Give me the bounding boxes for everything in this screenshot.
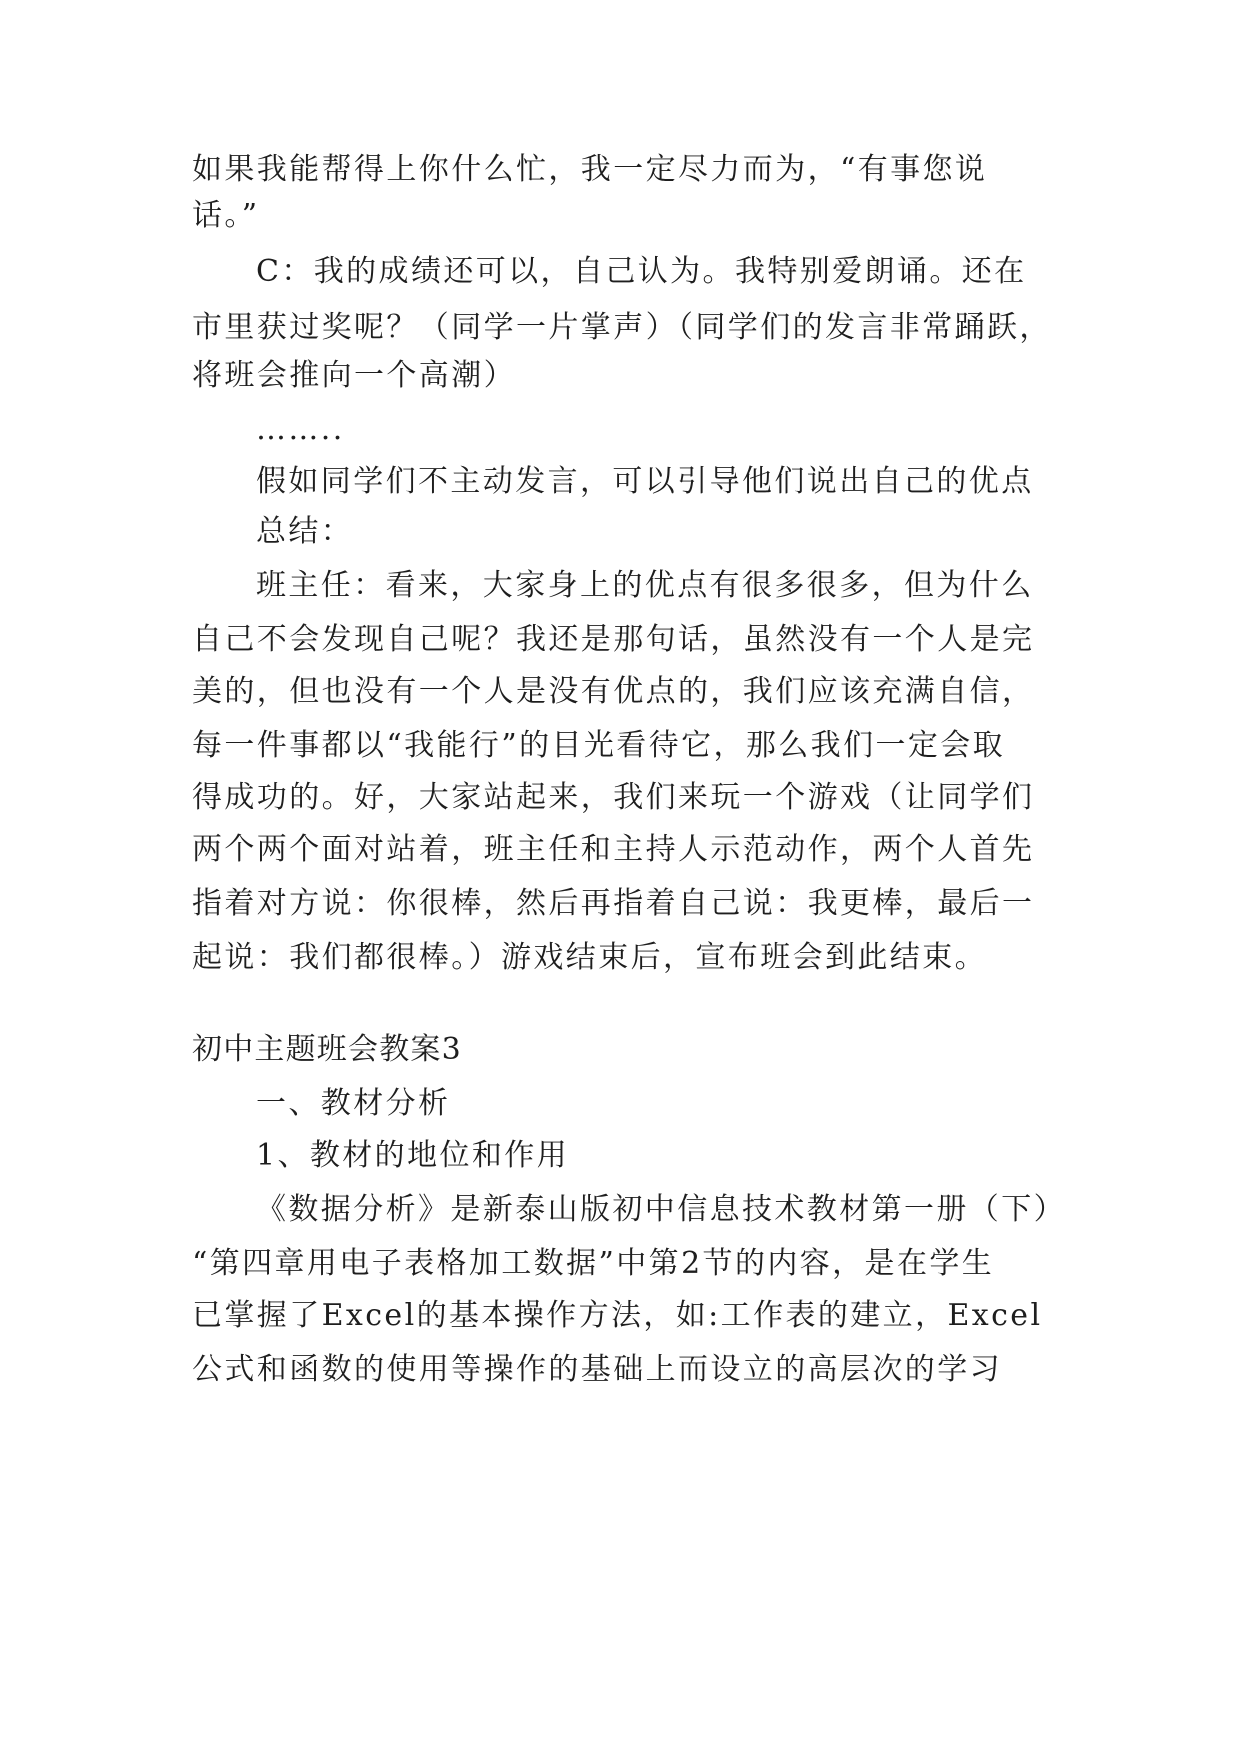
section-heading: 一、教材分析 (256, 1086, 451, 1121)
paragraph-line: 《数据分析》是新泰山版初中信息技术教材第一册（下） (256, 1192, 1066, 1227)
paragraph-line: 每一件事都以“我能行”的目光看待它，那么我们一定会取 (192, 728, 1006, 763)
paragraph-line: 两个两个面对站着，班主任和主持人示范动作，两个人首先 (192, 832, 1035, 867)
paragraph-line: 指着对方说：你很棒，然后再指着自己说：我更棒，最后一 (192, 886, 1035, 921)
paragraph-line: 起说：我们都很棒。）游戏结束后，宣布班会到此结束。 (192, 940, 987, 975)
paragraph-line: 班主任：看来，大家身上的优点有很多很多，但为什么 (256, 568, 1034, 603)
paragraph-line: 话。” (192, 198, 260, 233)
paragraph-line: 得成功的。好，大家站起来，我们来玩一个游戏（让同学们 (192, 780, 1035, 815)
paragraph-line: 已掌握了Excel的基本操作方法，如:工作表的建立，Excel (192, 1298, 1043, 1333)
paragraph-line: 假如同学们不主动发言，可以引导他们说出自己的优点 (256, 464, 1034, 499)
paragraph-line: 自己不会发现自己呢？我还是那句话，虽然没有一个人是完 (192, 622, 1035, 657)
paragraph-line: 公式和函数的使用等操作的基础上而设立的高层次的学习 (192, 1352, 1002, 1387)
section-title: 初中主题班会教案3 (192, 1032, 462, 1067)
paragraph-line: 将班会推向一个高潮） (192, 358, 516, 393)
paragraph-line: …….. (256, 412, 345, 447)
paragraph-line: “第四章用电子表格加工数据”中第2节的内容，是在学生 (192, 1246, 995, 1281)
subsection-heading: 1、教材的地位和作用 (256, 1138, 570, 1173)
paragraph-line: 如果我能帮得上你什么忙，我一定尽力而为，“有事您说 (192, 152, 988, 187)
paragraph-line: 美的，但也没有一个人是没有优点的，我们应该充满自信， (192, 674, 1035, 709)
paragraph-line: C：我的成绩还可以，自己认为。我特别爱朗诵。还在 (256, 254, 1027, 289)
paragraph-line: 市里获过奖呢？（同学一片掌声）（同学们的发言非常踊跃， (192, 310, 1052, 345)
paragraph-line: 总结： (256, 514, 354, 549)
